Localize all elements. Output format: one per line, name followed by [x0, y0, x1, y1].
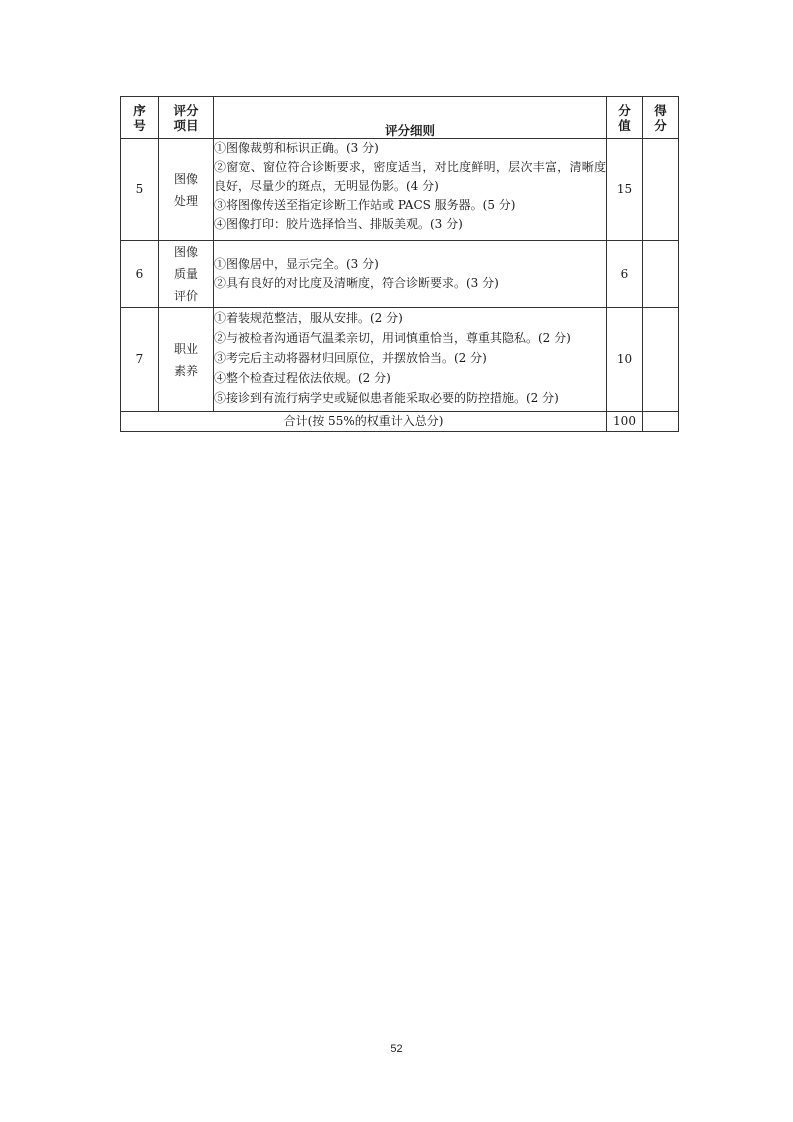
row-detail — [214, 308, 607, 412]
page-number: 52 — [390, 1043, 403, 1055]
row-detail — [214, 139, 607, 241]
detail-line: ③考完后主动将器材归回原位，并摆放恰当。(2 分) — [214, 351, 487, 365]
table-row — [121, 139, 679, 241]
row-points: 10 — [607, 308, 643, 412]
detail-line: ②具有良好的对比度及清晰度，符合诊断要求。(3 分) — [214, 276, 499, 290]
row-seq: 7 — [121, 308, 159, 412]
detail-line: ①图像居中，显示完全。(3 分) — [214, 257, 379, 271]
row-points: 15 — [607, 139, 643, 241]
table-row — [121, 308, 679, 412]
header-seq: 序 号 — [121, 97, 159, 139]
row-seq: 6 — [121, 241, 159, 308]
row-points: 6 — [607, 241, 643, 308]
detail-line: ⑤接诊到有流行病学史或疑似患者能采取必要的防控措施。(2 分) — [214, 391, 559, 405]
header-row — [121, 97, 679, 139]
detail-line: ④整个检查过程依法依规。(2 分) — [214, 371, 391, 385]
total-row — [121, 412, 679, 432]
total-score-cell[interactable] — [643, 412, 679, 432]
detail-line: ①图像裁剪和标识正确。(3 分) — [214, 141, 379, 155]
detail-line: ①着装规范整洁，服从安排。(2 分) — [214, 311, 403, 325]
row-detail — [214, 241, 607, 308]
header-score: 得 分 — [643, 97, 679, 139]
header-item: 评分 项目 — [159, 97, 214, 139]
header-points: 分 值 — [607, 97, 643, 139]
row-score-cell[interactable] — [643, 308, 679, 412]
row-score-cell[interactable] — [643, 139, 679, 241]
row-seq: 5 — [121, 139, 159, 241]
total-label: 合计(按 55%的权重计入总分) — [121, 412, 607, 432]
row-score-cell[interactable] — [643, 241, 679, 308]
detail-line: ③将图像传送至指定诊断工作站或 PACS 服务器。(5 分) — [214, 198, 516, 212]
table-row — [121, 241, 679, 308]
header-detail: 评分细则 — [214, 97, 607, 139]
detail-line: ②与被检者沟通语气温柔亲切，用词慎重恰当，尊重其隐私。(2 分) — [214, 331, 571, 345]
total-points: 100 — [607, 412, 643, 432]
row-item: 图像 质量 评价 — [159, 241, 214, 308]
detail-line: ④图像打印：胶片选择恰当、排版美观。(3 分) — [214, 217, 463, 231]
detail-line: ②窗宽、窗位符合诊断要求，密度适当，对比度鲜明，层次丰富，清晰度良好，尽量少的斑点，无明显伪影。(4 分) — [214, 160, 606, 193]
row-item: 职业 素养 — [159, 308, 214, 412]
scoring-table — [120, 96, 679, 432]
row-item: 图像 处理 — [159, 139, 214, 241]
